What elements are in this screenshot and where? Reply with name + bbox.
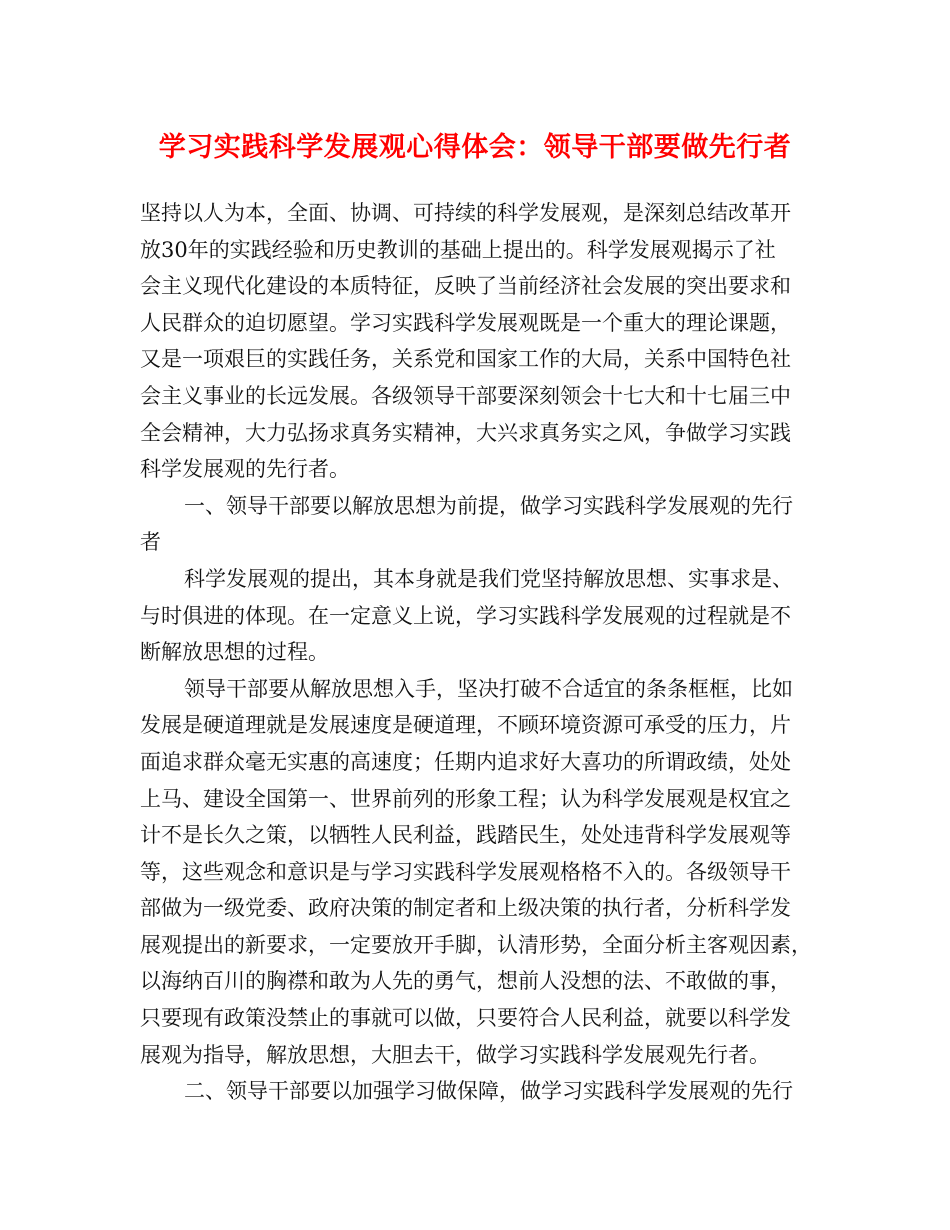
body-line: 展观为指导，解放思想，大胆去干，做学习实践科学发展观先行者。: [140, 1042, 770, 1067]
body-line: 发展是硬道理就是发展速度是硬道理，不顾环境资源可承受的压力，片: [140, 713, 791, 738]
body-line: 会主义现代化建设的本质特征，反映了当前经济社会发展的突出要求和: [140, 274, 791, 299]
body-line: 又是一项艰巨的实践任务，关系党和国家工作的大局，关系中国特色社: [140, 347, 791, 372]
body-line: 面追求群众毫无实惠的高速度；任期内追求好大喜功的所谓政绩，处处: [140, 749, 791, 774]
body-line: 人民群众的迫切愿望。学习实践科学发展观既是一个重大的理论课题，: [140, 310, 791, 335]
body-line: 计不是长久之策，以牺牲人民利益，践踏民生，处处违背科学发展观等: [140, 823, 791, 848]
body-line: 以海纳百川的胸襟和敢为人先的勇气，想前人没想的法、不敢做的事，: [140, 969, 791, 994]
body-line: 与时俱进的体现。在一定意义上说，学习实践科学发展观的过程就是不: [140, 603, 791, 628]
body-line: 领导干部要从解放思想入手，坚决打破不合适宜的条条框框，比如: [184, 676, 793, 701]
body-line: 部做为一级党委、政府决策的制定者和上级决策的执行者，分析科学发: [140, 896, 791, 921]
document-body: [140, 195, 820, 1110]
body-line: 等，这些观念和意识是与学习实践科学发展观格格不入的。各级领导干: [140, 859, 791, 884]
body-line: 会主义事业的长远发展。各级领导干部要深刻领会十七大和十七届三中: [140, 383, 791, 408]
body-line: 上马、建设全国第一、世界前列的形象工程；认为科学发展观是权宜之: [140, 786, 791, 811]
body-line: 科学发展观的先行者。: [140, 457, 350, 482]
document-title: 学习实践科学发展观心得体会：领导干部要做先行者: [158, 132, 792, 163]
section-heading-line: 者: [140, 530, 161, 555]
body-line: 全会精神，大力弘扬求真务实精神，大兴求真务实之风，争做学习实践: [140, 420, 791, 445]
section-heading-line: 二、领导干部要以加强学习做保障，做学习实践科学发展观的先行: [184, 1079, 793, 1104]
body-line: 断解放思想的过程。: [140, 640, 329, 665]
body-line: 只要现有政策没禁止的事就可以做，只要符合人民利益，就要以科学发: [140, 1006, 791, 1031]
body-line: 展观提出的新要求，一定要放开手脚，认清形势，全面分析主客观因素，: [140, 932, 812, 957]
section-heading-line: 一、领导干部要以解放思想为前提，做学习实践科学发展观的先行: [184, 493, 793, 518]
body-line: 坚持以人为本，全面、协调、可持续的科学发展观，是深刻总结改革开: [140, 201, 791, 225]
body-line: 放30年的实践经验和历史教训的基础上提出的。科学发展观揭示了社: [140, 237, 776, 262]
body-line: 科学发展观的提出，其本身就是我们党坚持解放思想、实事求是、: [184, 566, 793, 591]
